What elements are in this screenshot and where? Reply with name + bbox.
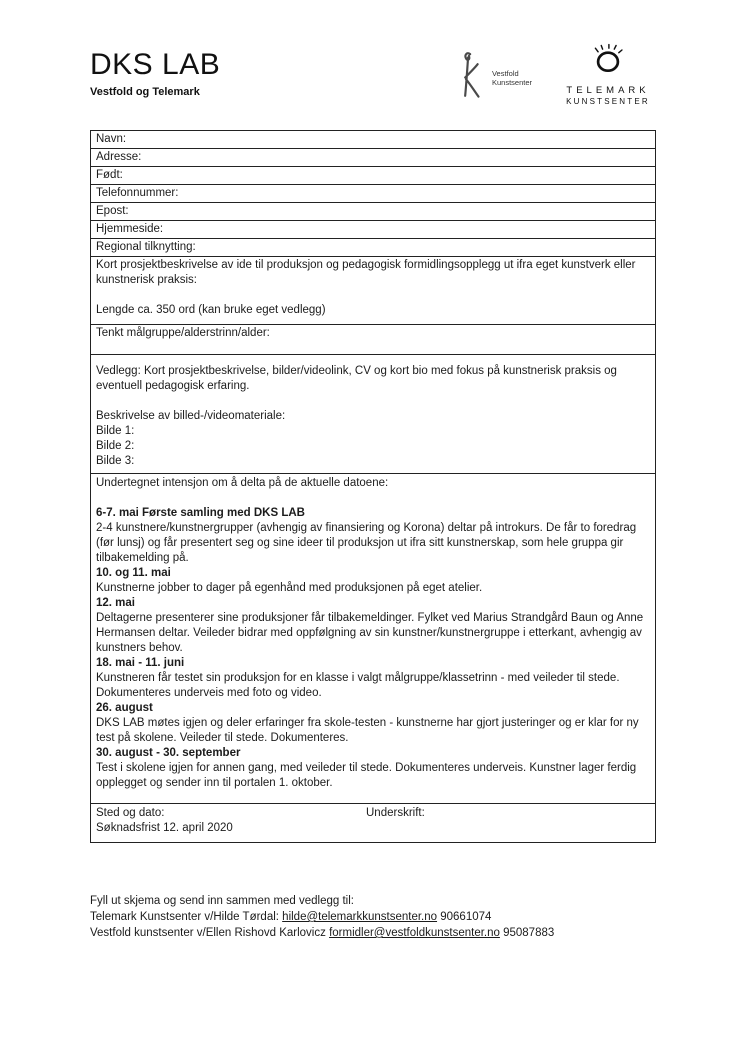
telemark-logo-line2: KUNSTSENTER — [566, 97, 650, 106]
vestfold-logo-text — [492, 69, 532, 87]
schedule-date: 12. mai — [96, 597, 135, 609]
field-label: Adresse: — [96, 151, 142, 163]
document-header — [90, 42, 656, 120]
schedule-cell — [91, 474, 655, 804]
schedule-text: Kunstneren får testet sin produksjon for en klasse i valgt målgruppe/klassetrinn - med veileder til stede. Dokumenteres underveis med foto og video. — [96, 672, 620, 699]
signature-cell — [91, 804, 655, 842]
spacer — [96, 491, 650, 506]
schedule-item — [96, 596, 650, 656]
signature-row — [96, 806, 650, 821]
footer — [90, 893, 656, 941]
schedule-date: 18. mai - 11. juni — [96, 657, 185, 669]
schedule-date: 30. august - 30. september — [96, 747, 241, 759]
field-label: Navn: — [96, 133, 127, 145]
project-description-length-note: Lengde ca. 350 ord (kan bruke eget vedlegg) — [96, 304, 326, 316]
vestfold-email-link[interactable]: formidler@vestfoldkunstsenter.no — [329, 927, 500, 939]
field-label: Epost: — [96, 205, 129, 217]
field-row-hjemmeside — [91, 221, 655, 239]
target-group-label: Tenkt målgruppe/alderstrinn/alder: — [96, 327, 270, 339]
field-row-regional-tilknytting — [91, 239, 655, 257]
project-description-text: Kort prosjektbeskrivelse av ide til produksjon og pedagogisk formidlingsopplegg ut ifra eget kunstverk eller kunstnerisk praksis: — [96, 259, 636, 286]
field-label: Regional tilknytting: — [96, 241, 196, 253]
vestfold-k-mark-icon — [456, 46, 486, 109]
field-label: Telefonnummer: — [96, 187, 179, 199]
application-form-table — [90, 130, 656, 843]
attachment-image-3-label: Bilde 3: — [96, 455, 135, 467]
spacer — [96, 288, 650, 303]
page-title: DKS LAB — [90, 48, 221, 81]
attachment-image-2-label: Bilde 2: — [96, 440, 135, 452]
attachment-image-1-label: Bilde 1: — [96, 425, 135, 437]
attachments-intro: Vedlegg: Kort prosjektbeskrivelse, bilder/videolink, CV og kort bio med fokus på kunstnerisk praksis og eventuell pedagogisk erfaring. — [96, 365, 617, 392]
vestfold-logo-line1: Vestfold — [491, 68, 519, 78]
telemark-phone: 90661074 — [437, 911, 492, 923]
field-label: Hjemmeside: — [96, 223, 164, 235]
vestfold-logo-line2: Kunstsenter — [491, 77, 532, 87]
vestfold-phone: 95087883 — [499, 927, 555, 939]
footer-instruction: Fyll ut skjema og send inn sammen med vedlegg til: — [90, 895, 354, 907]
schedule-date: 6-7. mai Første samling med DKS LAB — [96, 507, 305, 519]
schedule-item — [96, 746, 650, 791]
schedule-item — [96, 506, 650, 566]
field-row-adresse — [91, 149, 655, 167]
schedule-intro: Undertegnet intensjon om å delta på de aktuelle datoene: — [96, 477, 389, 489]
logo-area — [456, 42, 656, 109]
vestfold-contact-text: Vestfold kunstsenter v/Ellen Rishovd Karlovicz — [90, 927, 330, 939]
schedule-date: 10. og 11. mai — [96, 567, 171, 579]
spacer — [96, 394, 650, 409]
field-row-telefonnummer — [91, 185, 655, 203]
schedule-item — [96, 656, 650, 701]
schedule-text: DKS LAB møtes igjen og deler erfaringer fra skole-testen - kunstnerne har gjort justeringer og er klar for ny test på skolene. Veileder til stede. Dokumenteres. — [96, 717, 639, 744]
schedule-text: Deltagerne presenterer sine produksjoner får tilbakemeldinger. Fylket ved Marius Strandgård Baun og Anne Hermansen deltar. Veileder bidrar med oppfølgning av sin kunstner/kunstnergruppe i etterkant, avhengig av kunstners behov. — [96, 612, 644, 654]
field-row-navn — [91, 131, 655, 149]
telemark-email-link[interactable]: hilde@telemarkkunstsenter.no — [282, 911, 438, 923]
place-date-label: Sted og dato: — [96, 807, 165, 819]
deadline-text: Søknadsfrist 12. april 2020 — [96, 822, 233, 834]
footer-vestfold-contact-line — [90, 925, 656, 941]
vestfold-kunstsenter-logo — [456, 46, 532, 109]
target-group-cell — [91, 325, 655, 355]
project-description-cell — [91, 257, 655, 325]
signature-label: Underskrift: — [366, 807, 425, 819]
page-subtitle: Vestfold og Telemark — [90, 86, 200, 98]
schedule-item — [96, 566, 650, 596]
telemark-kunstsenter-logo — [560, 42, 656, 106]
telemark-circle-icon — [590, 42, 626, 81]
schedule-item — [96, 701, 650, 746]
field-label: Født: — [96, 169, 123, 181]
schedule-text: Test i skolene igjen for annen gang, med veileder til stede. Dokumenteres underveis. Kunstner lager ferdig opplegget og sender inn til portalen 1. oktober. — [96, 762, 637, 789]
telemark-logo-line1: TELEMARK — [566, 85, 650, 96]
field-row-epost — [91, 203, 655, 221]
footer-telemark-contact-line — [90, 909, 656, 925]
schedule-date: 26. august — [96, 702, 153, 714]
attachments-cell — [91, 355, 655, 474]
schedule-text: 2-4 kunstnere/kunstnergrupper (avhengig av finansiering og Korona) deltar på introkurs. De får to foredrag (før lunsj) og får presentert seg og sine ideer til produksjon ut ifra sitt kunstnerskap, som hele gruppa gir tilbakemelding på. — [96, 522, 637, 564]
telemark-contact-text: Telemark Kunstsenter v/Hilde Tørdal: — [90, 911, 283, 923]
attachments-description-label: Beskrivelse av billed-/videomateriale: — [96, 410, 286, 422]
field-row-fodt — [91, 167, 655, 185]
schedule-text: Kunstnerne jobber to dager på egenhånd med produksjonen på eget atelier. — [96, 582, 483, 594]
